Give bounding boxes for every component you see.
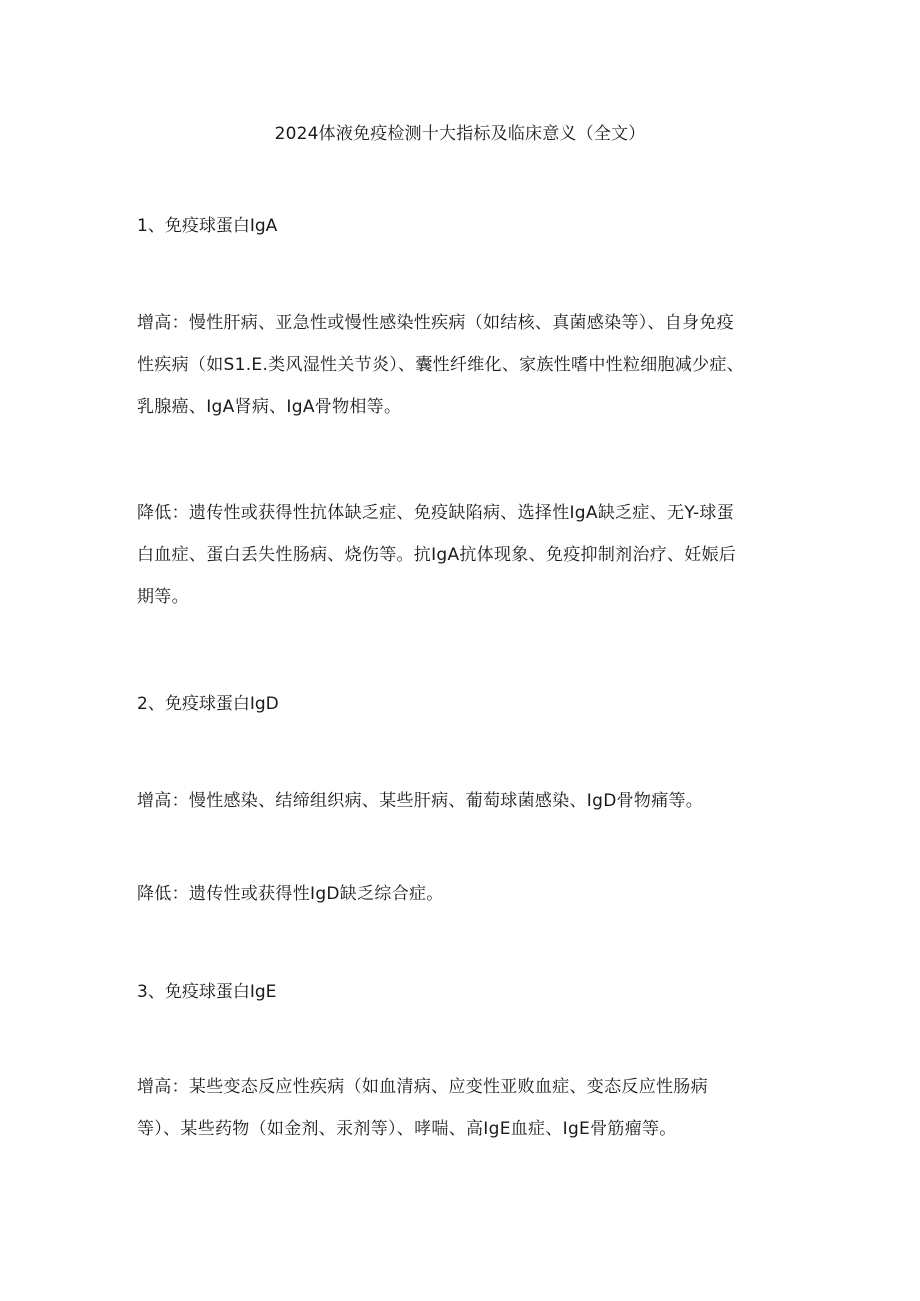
paragraph-line: 性疾病（如S1.E.类风湿性关节炎）、囊性纤维化、家族性嗜中性粒细胞减少症、 [137,355,745,375]
section-heading-igd: 2、免疫球蛋白IgD [137,694,279,714]
paragraph-line: 等）、某些药物（如金剂、汞剂等）、哮喘、高IgE血症、IgE骨筋瘤等。 [137,1119,677,1139]
paragraph-line: 乳腺癌、IgA肾病、IgA骨物相等。 [137,397,402,417]
igd-decrease-paragraph [137,873,789,915]
paragraph-line: 增高：慢性肝病、亚急性或慢性感染性疾病（如结核、真菌感染等）、自身免疫 [137,313,734,333]
paragraph-line: 降低：遗传性或获得性抗体缺乏症、免疫缺陷病、选择性IgA缺乏症、无Y-球蛋 [137,503,735,523]
section-heading-ige: 3、免疫球蛋白IgE [137,982,277,1002]
paragraph-line: 白血症、蛋白丢失性肠病、烧伤等。抗IgA抗体现象、免疫抑制剂治疗、妊娠后 [137,545,737,565]
ige-increase-paragraph [137,1066,789,1150]
paragraph-line: 增高：慢性感染、结缔组织病、某些肝病、葡萄球菌感染、IgD骨物痛等。 [137,791,704,811]
iga-increase-paragraph [137,302,789,428]
document-title: 2024体液免疫检测十大指标及临床意义（全文） [274,124,646,144]
iga-decrease-paragraph [137,492,789,618]
paragraph-line: 期等。 [137,587,189,607]
section-heading-iga: 1、免疫球蛋白IgA [137,216,278,236]
igd-increase-paragraph [137,780,789,822]
paragraph-line: 增高：某些变态反应性疾病（如血清病、应变性亚败血症、变态反应性肠病 [137,1077,708,1097]
paragraph-line: 降低：遗传性或获得性IgD缺乏综合症。 [137,884,444,904]
